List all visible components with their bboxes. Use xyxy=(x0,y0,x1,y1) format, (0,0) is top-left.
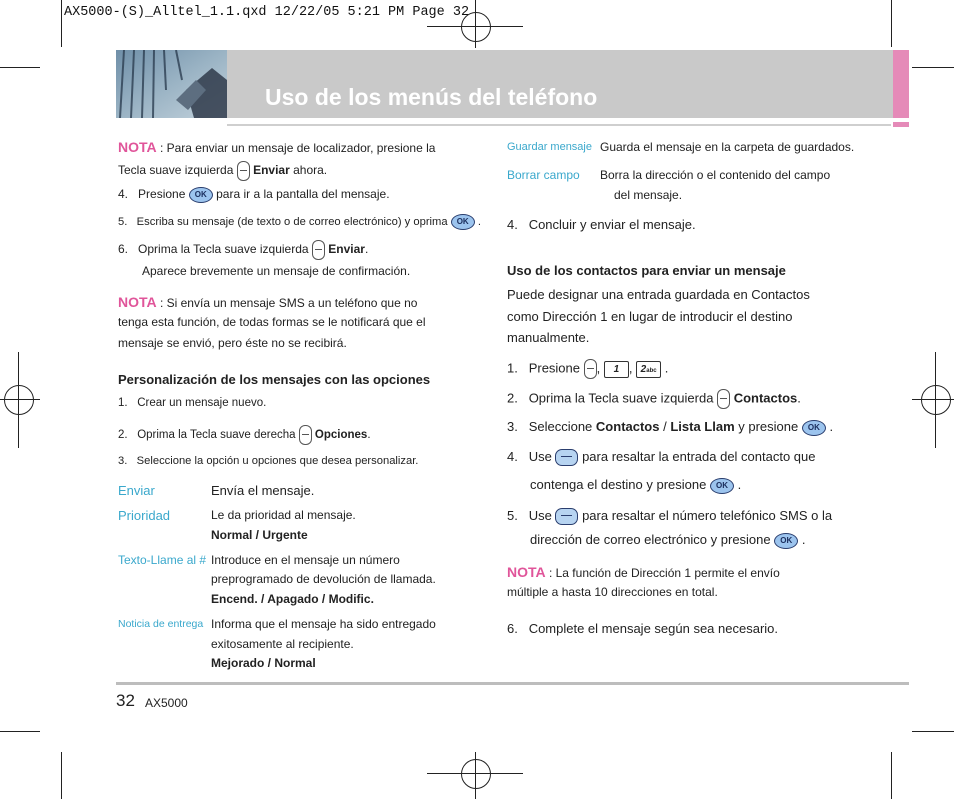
step-5: 5. Escriba su mensaje (de texto o de correo electrónico) y oprima OK . xyxy=(118,214,481,230)
option-texto-llame: Texto-Llame al # xyxy=(118,553,207,567)
header-accent xyxy=(893,50,909,118)
nota-1-line2: Tecla suave izquierda Enviar ahora. xyxy=(118,161,327,181)
step-6: 6. Oprima la Tecla suave izquierda Enviar. xyxy=(118,240,368,260)
section-heading: Personalización de los mensajes con las opciones xyxy=(118,372,431,387)
right-step-4: 4. Concluir y enviar el mensaje. xyxy=(507,217,696,232)
crop-mark xyxy=(0,67,40,68)
option-borrar-desc-2: del mensaje. xyxy=(614,188,683,202)
contacts-step-5: 5. Use para resaltar el número telefónico SMS o la xyxy=(507,508,832,525)
page-number: 32 xyxy=(116,691,135,710)
option-borrar: Borrar campo xyxy=(507,168,580,182)
ok-key-icon: OK xyxy=(774,533,798,549)
option-texto-desc-2: preprogramado de devolución de llamada. xyxy=(211,572,436,586)
nota-label: NOTA xyxy=(507,564,546,580)
nota-2: NOTA : Si envía un mensaje SMS a un teléfono que no xyxy=(118,294,418,310)
crop-mark xyxy=(891,0,892,47)
option-noticia-desc-1: Informa que el mensaje ha sido entregado xyxy=(211,617,436,631)
contacts-step-4: 4. Use para resaltar la entrada del contacto que xyxy=(507,449,816,466)
right-soft-key-icon xyxy=(299,425,312,445)
option-prioridad: Prioridad xyxy=(118,508,171,523)
option-noticia: Noticia de entrega xyxy=(118,618,204,630)
contacts-step-4-line2: contenga el destino y presione OK . xyxy=(530,477,742,492)
model-name: AX5000 xyxy=(145,696,188,710)
contacts-step-5-line2: dirección de correo electrónico y presione OK . xyxy=(530,532,806,547)
nota-3: NOTA : La función de Dirección 1 permite el envío xyxy=(507,564,780,580)
contacts-intro-2: como Dirección 1 en lugar de introducir el destino xyxy=(507,309,793,324)
step-4: 4. Presione OK para ir a la pantalla del mensaje. xyxy=(118,187,390,202)
footer-rule xyxy=(116,682,909,685)
option-noticia-values: Mejorado / Normal xyxy=(211,656,316,670)
crop-mark xyxy=(61,752,62,799)
left-soft-key-icon xyxy=(312,240,325,260)
left-soft-key-icon xyxy=(584,359,597,379)
ok-key-icon: OK xyxy=(189,187,213,203)
contacts-step-6: 6. Complete el mensaje según sea necesario. xyxy=(507,621,778,636)
crop-mark xyxy=(61,0,62,47)
option-borrar-desc-1: Borra la dirección o el contenido del campo xyxy=(600,168,831,182)
contacts-step-3: 3. Seleccione Contactos / Lista Llam y presione OK . xyxy=(507,419,834,434)
nota-label: NOTA xyxy=(118,139,157,155)
crop-mark xyxy=(912,731,954,732)
option-step-2: 2. Oprima la Tecla suave derecha Opciones. xyxy=(118,425,371,445)
ok-key-icon: OK xyxy=(802,420,826,436)
nota-label: NOTA xyxy=(118,294,157,310)
step-6-detail: Aparece brevemente un mensaje de confirmación. xyxy=(142,264,411,278)
nota-2-line2: tenga esta función, de todas formas se le notificará que el xyxy=(118,315,426,329)
contacts-step-1: 1. Presione , 1 , 2abc . xyxy=(507,359,668,379)
nota-1: NOTA : Para enviar un mensaje de localizador, presione la xyxy=(118,139,436,155)
option-texto-desc-1: Introduce en el mensaje un número xyxy=(211,553,400,567)
header-photo xyxy=(116,50,227,118)
section-heading-contacts: Uso de los contactos para enviar un mensaje xyxy=(507,263,786,278)
slug-line: AX5000-(S)_Alltel_1.1.qxd 12/22/05 5:21 PM Page 32 xyxy=(64,5,470,20)
crop-mark xyxy=(912,67,954,68)
registration-mark xyxy=(921,385,951,415)
navigation-key-icon xyxy=(555,449,578,466)
option-guardar-desc: Guarda el mensaje en la carpeta de guardados. xyxy=(600,140,855,154)
option-step-3: 3. Seleccione la opción u opciones que desea personalizar. xyxy=(118,455,419,467)
nota-3-line2: múltiple a hasta 10 direcciones en total. xyxy=(507,585,718,599)
option-enviar: Enviar xyxy=(118,483,155,498)
option-prioridad-values: Normal / Urgente xyxy=(211,528,308,542)
registration-mark xyxy=(461,759,491,789)
left-soft-key-icon xyxy=(717,389,730,409)
contacts-intro-3: manualmente. xyxy=(507,330,590,345)
contacts-step-2: 2. Oprima la Tecla suave izquierda Contactos. xyxy=(507,389,801,409)
option-step-1: 1. Crear un mensaje nuevo. xyxy=(118,397,267,409)
option-prioridad-desc: Le da prioridad al mensaje. xyxy=(211,508,356,522)
option-noticia-desc-2: exitosamente al recipiente. xyxy=(211,637,354,651)
ok-key-icon: OK xyxy=(451,214,475,230)
ok-key-icon: OK xyxy=(710,478,734,494)
option-texto-values: Encend. / Apagado / Modific. xyxy=(211,592,374,606)
option-enviar-desc: Envía el mensaje. xyxy=(211,483,315,498)
divider xyxy=(227,124,891,126)
page-title: Uso de los menús del teléfono xyxy=(265,84,598,110)
registration-mark xyxy=(4,385,34,415)
navigation-key-icon xyxy=(555,508,578,525)
key-1-icon: 1 xyxy=(604,361,629,378)
contacts-intro-1: Puede designar una entrada guardada en Contactos xyxy=(507,287,810,302)
header-accent-line xyxy=(893,122,909,127)
nota-2-line3: mensaje se envió, pero éste no se recibirá. xyxy=(118,336,347,350)
crop-mark xyxy=(0,731,40,732)
left-soft-key-icon xyxy=(237,161,250,181)
crop-mark xyxy=(891,752,892,799)
option-guardar: Guardar mensaje xyxy=(507,141,592,153)
key-2-icon: 2abc xyxy=(636,361,661,378)
